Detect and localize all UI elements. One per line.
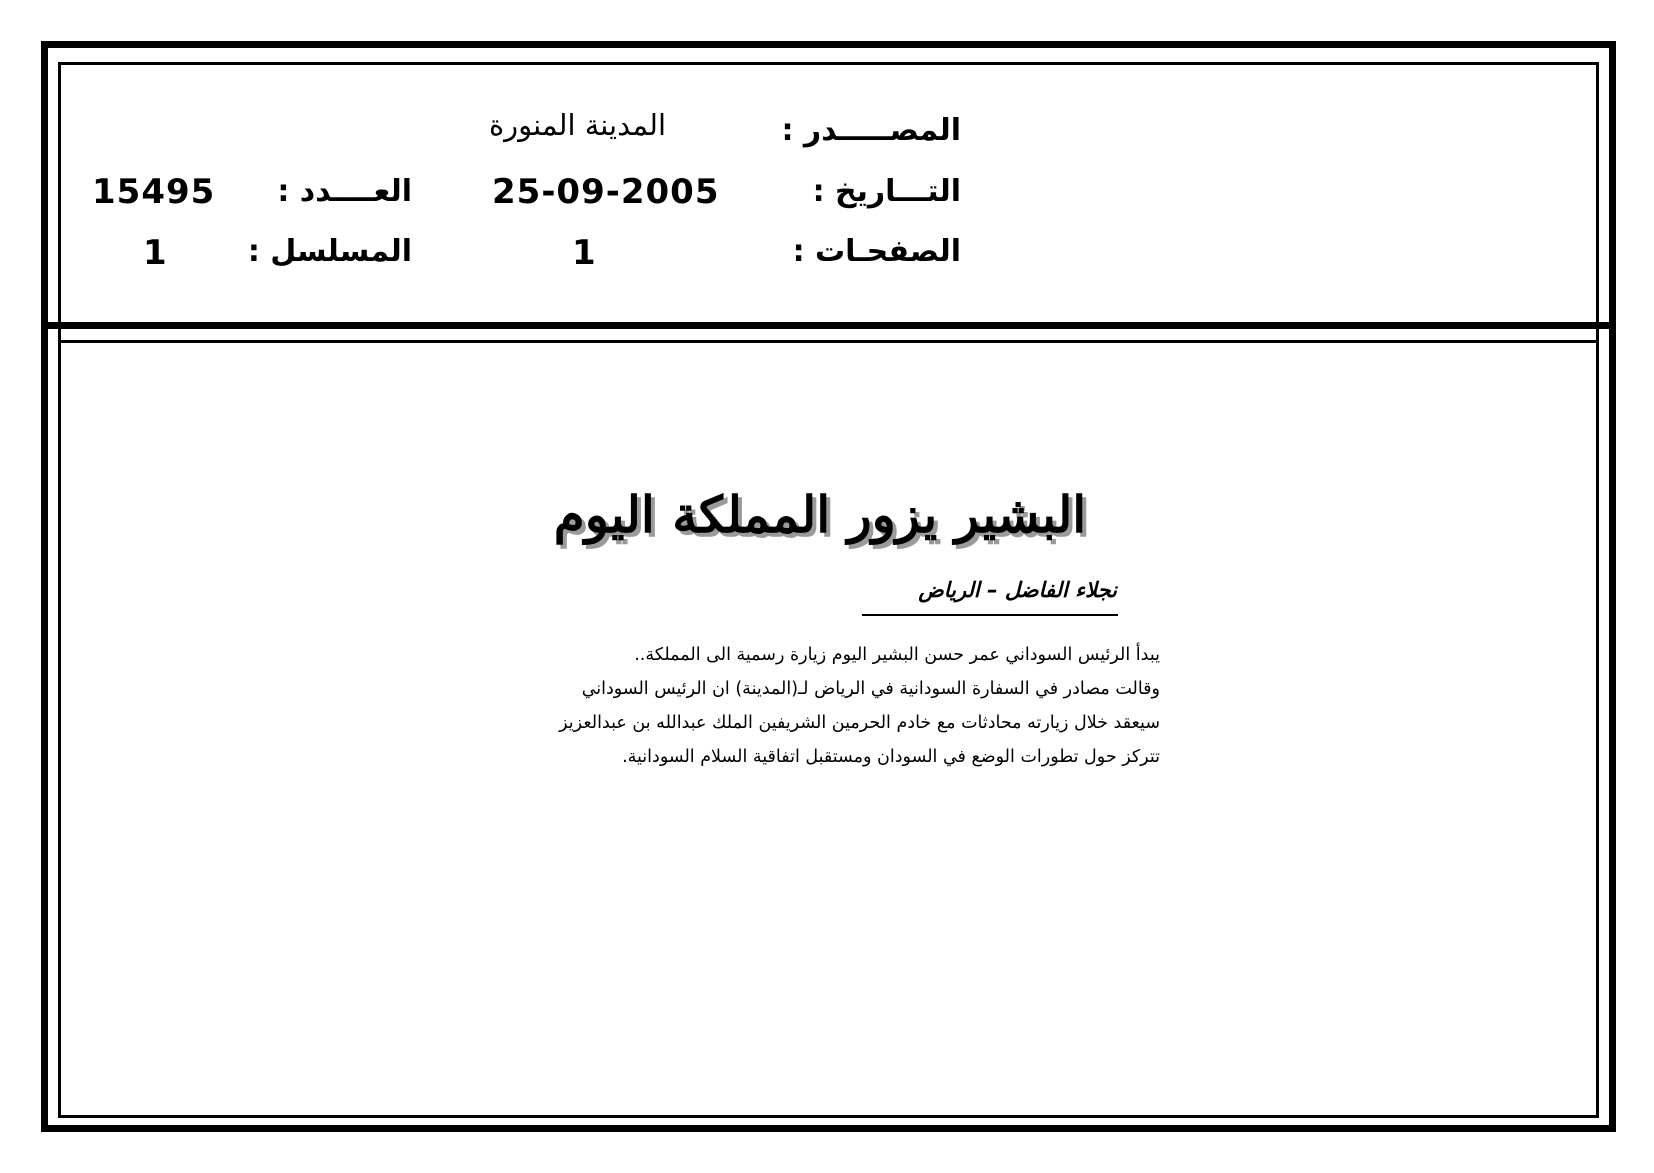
article-byline: نجلاء الفاضل – الرياض [918,578,1117,602]
body-line: سيعقد خلال زيارته محادثات مع خادم الحرمين الشريفين الملك عبدالله بن عبدالعزيز [559,713,1160,733]
issue-label: العــــدد : [277,174,412,209]
header-divider-thin [58,340,1599,343]
body-line: وقالت مصادر في السفارة السودانية في الرياض لـ(المدينة) ان الرئيس السوداني [581,679,1160,699]
source-value: المدينة المنورة [488,108,666,142]
body-line: يبدأ الرئيس السوداني عمر حسن البشير اليوم زيارة رسمية الى المملكة.. [634,645,1160,665]
issue-value: 15495 [92,172,216,212]
date-label: التـــاريخ : [812,174,961,209]
header-divider-thick [41,322,1616,329]
body-line: تتركز حول تطورات الوضع في السودان ومستقبل اتفاقية السلام السودانية. [622,747,1160,767]
inner-border [58,62,1599,1118]
serial-label: المسلسل : [247,234,412,269]
pages-label: الصفحـات : [792,234,961,269]
article-body [470,638,1160,774]
pages-value: 1 [572,233,597,273]
byline-underline [862,614,1118,616]
article-headline: البشير يزور المملكة اليوم [553,485,1087,544]
serial-value: 1 [143,233,168,273]
date-value: 25-09-2005 [492,172,720,212]
source-label: المصـــــدر : [781,113,961,148]
